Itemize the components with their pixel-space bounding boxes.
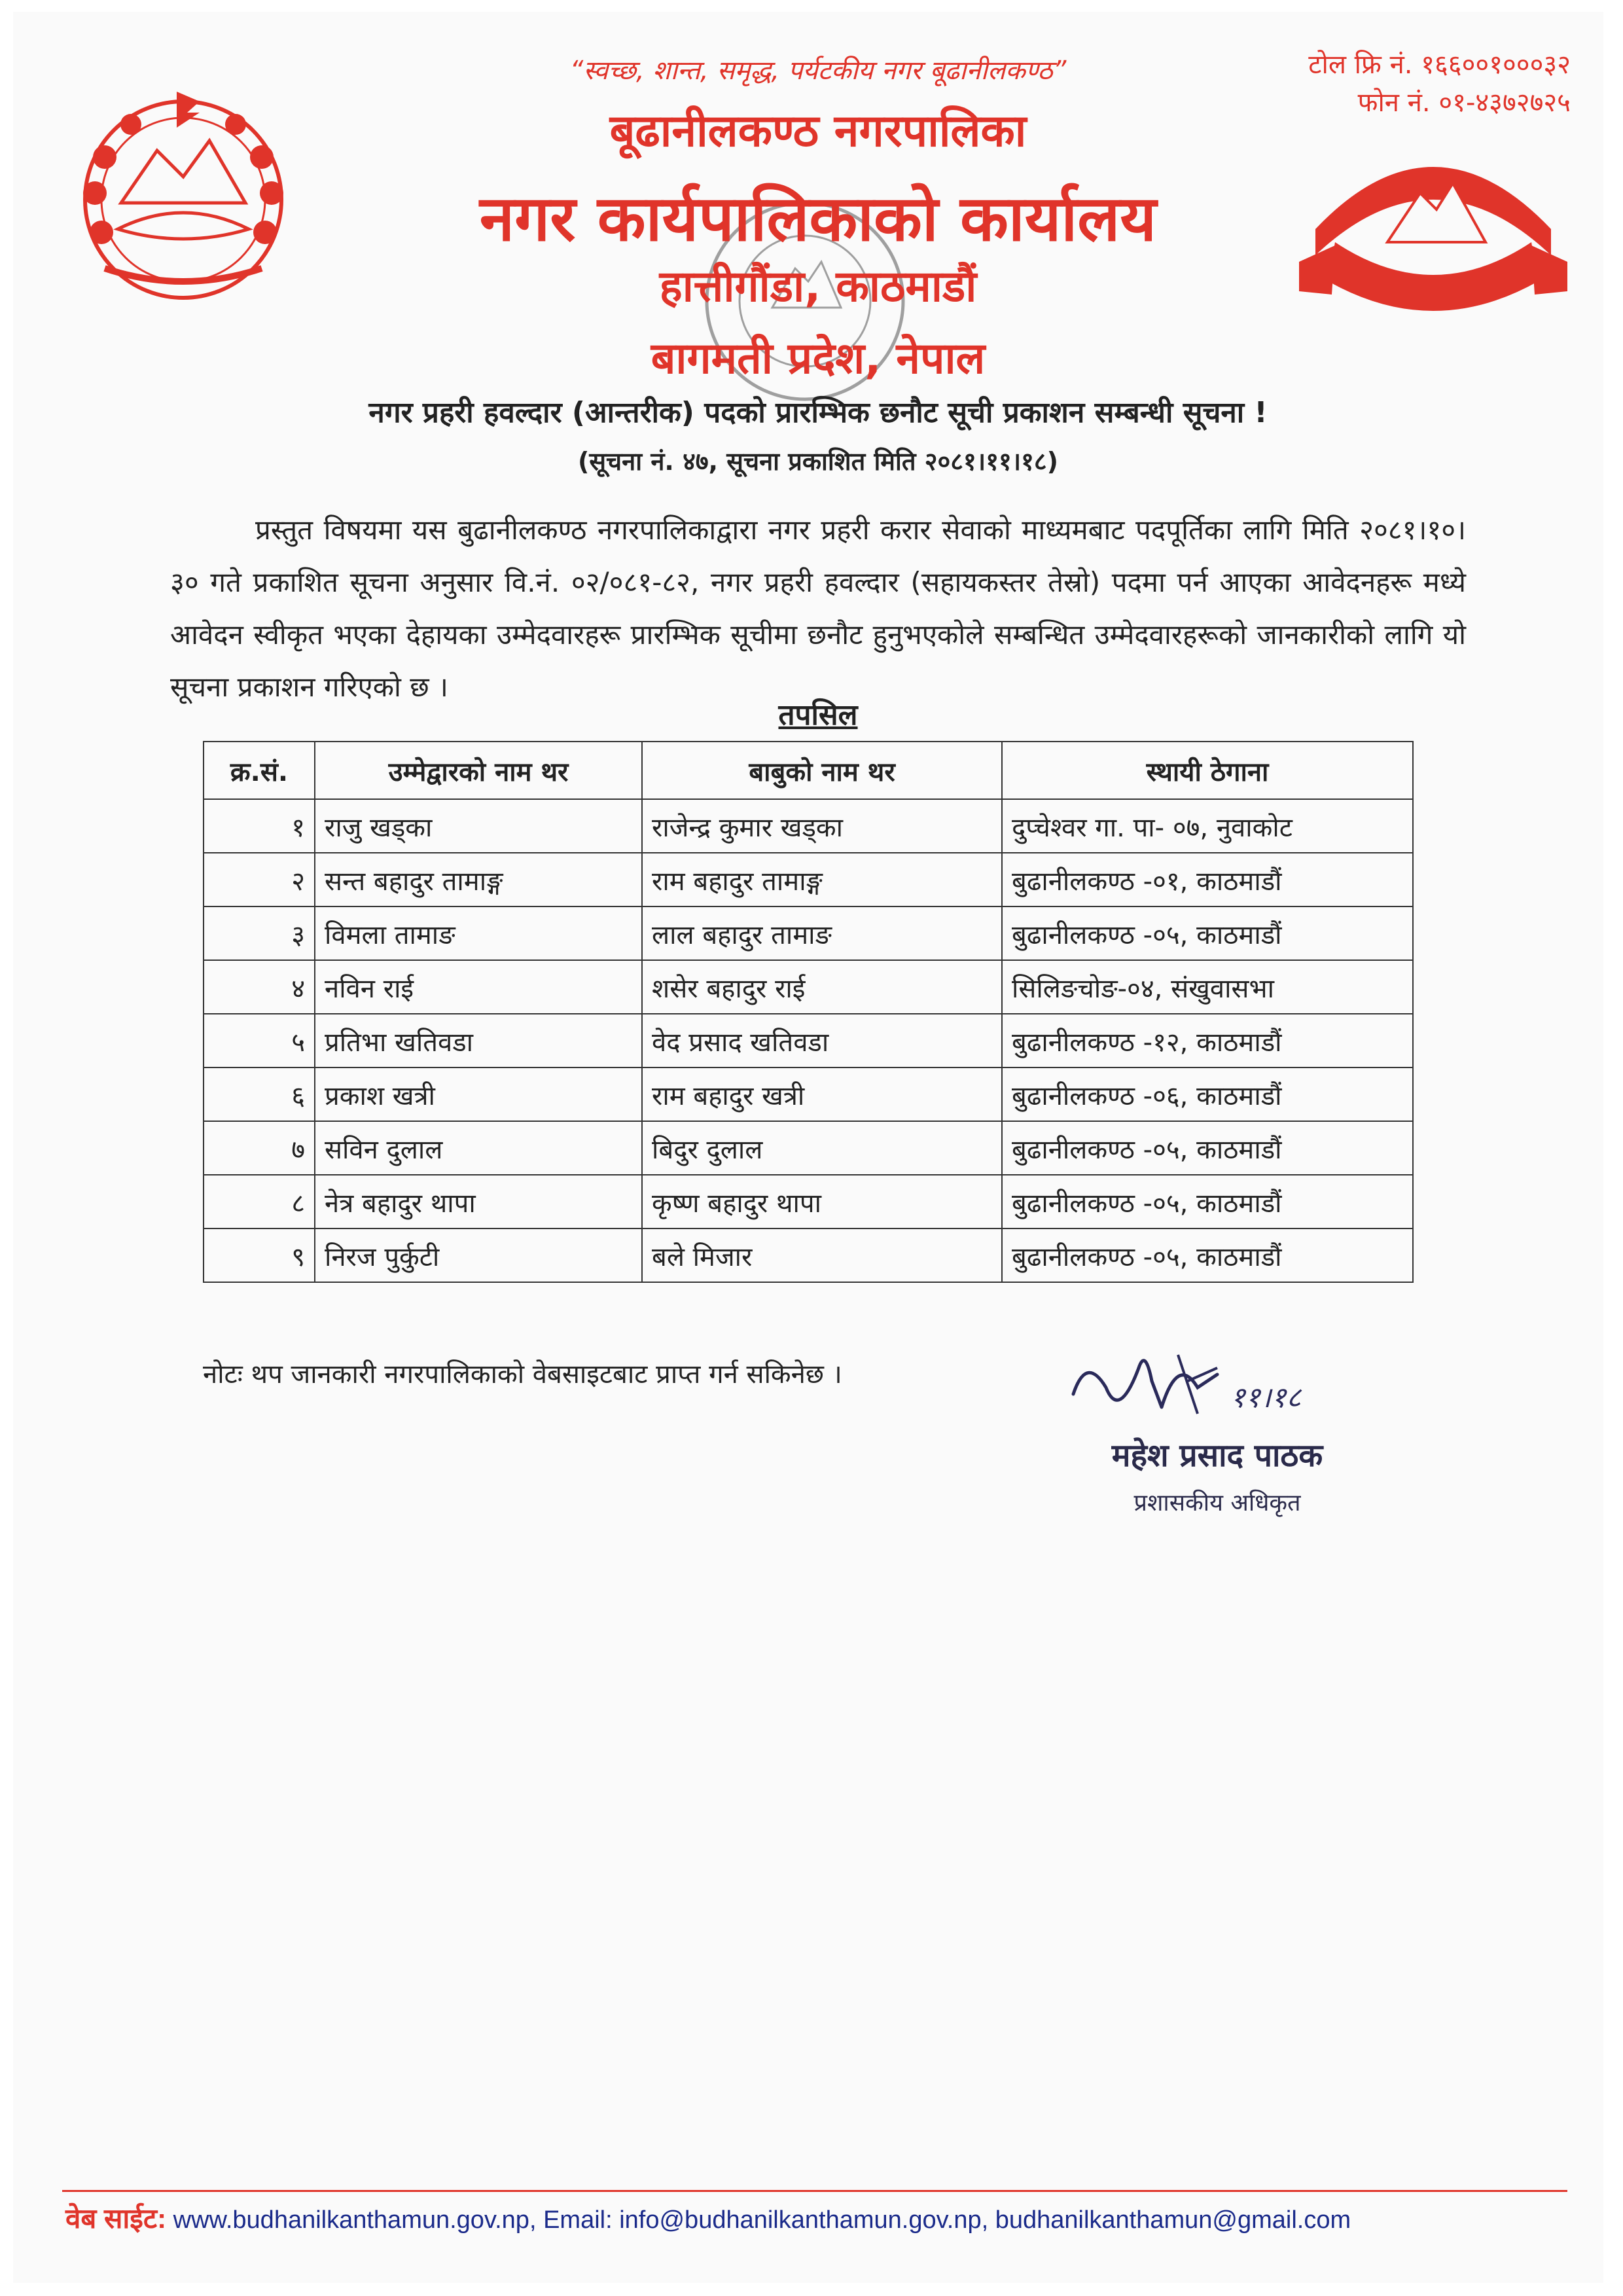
address-cell: बुढानीलकण्ठ -०५, काठमाडौं xyxy=(1002,1175,1413,1229)
father-name-cell: लाल बहादुर तामाङ xyxy=(642,906,1002,960)
slogan: “स्वच्छ, शान्त, समृद्ध, पर्यटकीय नगर बूढानीलकण्ठ” xyxy=(569,56,1067,86)
address-cell: बुढानीलकण्ठ -०५, काठमाडौं xyxy=(1002,1229,1413,1282)
table-row xyxy=(204,1067,1413,1121)
province-country: बागमती प्रदेश, नेपाल xyxy=(651,333,986,384)
serial-cell: ८ xyxy=(204,1175,315,1229)
candidate-table xyxy=(203,741,1414,1283)
footer xyxy=(65,2199,1590,2236)
address-cell: दुप्चेश्वर गा. पा- ०७, नुवाकोट xyxy=(1002,799,1413,853)
address-cell: बुढानीलकण्ठ -०६, काठमाडौं xyxy=(1002,1067,1413,1121)
candidate-name-cell: सन्त बहादुर तामाङ्ग xyxy=(315,853,642,906)
municipality-name: बूढानीलकण्ठ नगरपालिका xyxy=(609,105,1027,157)
footnote: नोटः थप जानकारी नगरपालिकाको वेबसाइटबाट प्राप्त गर्न सकिनेछ । xyxy=(203,1359,842,1390)
contact-numbers xyxy=(1230,46,1571,122)
father-name-cell: राजेन्द्र कुमार खड्का xyxy=(642,799,1002,853)
candidate-name-cell: राजु खड्का xyxy=(315,799,642,853)
serial-cell: ३ xyxy=(204,906,315,960)
father-name-cell: वेद प्रसाद खतिवडा xyxy=(642,1014,1002,1067)
serial-cell: १ xyxy=(204,799,315,853)
toll-free-number: टोल फ्रि नं. १६६००१०००३२ xyxy=(1308,50,1571,80)
email-link[interactable]: info@budhanilkanthamun.gov.np, budhanilkanthamun@gmail.com xyxy=(619,2206,1351,2234)
table-header-row xyxy=(204,742,1413,799)
serial-cell: २ xyxy=(204,853,315,906)
address-cell: बुढानीलकण्ठ -०५, काठमाडौं xyxy=(1002,1121,1413,1175)
email-label: Email: xyxy=(543,2206,620,2234)
candidate-name-cell: निरज पुर्कुटी xyxy=(315,1229,642,1282)
address-cell: बुढानीलकण्ठ -०१, काठमाडौं xyxy=(1002,853,1413,906)
serial-cell: ४ xyxy=(204,960,315,1014)
table-row xyxy=(204,906,1413,960)
footer-divider xyxy=(62,2190,1567,2192)
office-location: हात्तीगौंडा, काठमाडौं xyxy=(659,261,977,312)
column-header-address: स्थायी ठेगाना xyxy=(1002,742,1413,799)
signature-date: ११।१८ xyxy=(1230,1381,1302,1414)
candidate-name-cell: प्रतिभा खतिवडा xyxy=(315,1014,642,1067)
list-heading: तपसिल xyxy=(778,698,858,732)
serial-cell: ७ xyxy=(204,1121,315,1175)
website-label: वेब साईट: xyxy=(65,2203,167,2234)
phone-number: फोन नं. ०१-४३७२७२५ xyxy=(1357,88,1571,118)
notice-title: नगर प्रहरी हवल्दार (आन्तरीक) पदको प्रारम्भिक छनौट सूची प्रकाशन सम्बन्धी सूचना ! xyxy=(368,396,1268,429)
candidate-name-cell: प्रकाश खत्री xyxy=(315,1067,642,1121)
father-name-cell: शसेर बहादुर राई xyxy=(642,960,1002,1014)
candidate-name-cell: नविन राई xyxy=(315,960,642,1014)
notice-subtitle: (सूचना नं. ४७, सूचना प्रकाशित मिति २०८१।११।१८) xyxy=(577,447,1059,476)
serial-cell: ६ xyxy=(204,1067,315,1121)
table-row xyxy=(204,960,1413,1014)
father-name-cell: कृष्ण बहादुर थापा xyxy=(642,1175,1002,1229)
address-cell: सिलिङचोङ-०४, संखुवासभा xyxy=(1002,960,1413,1014)
serial-cell: ९ xyxy=(204,1229,315,1282)
father-name-cell: बिदुर दुलाल xyxy=(642,1121,1002,1175)
candidate-name-cell: विमला तामाङ xyxy=(315,906,642,960)
column-header-father-name: बाबुको नाम थर xyxy=(642,742,1002,799)
column-header-candidate-name: उम्मेद्वारको नाम थर xyxy=(315,742,642,799)
father-name-cell: बले मिजार xyxy=(642,1229,1002,1282)
table-row xyxy=(204,1175,1413,1229)
office-name: नगर कार्यपालिकाको कार्यालय xyxy=(479,182,1157,255)
column-header-serial: क्र.सं. xyxy=(204,742,315,799)
table-row xyxy=(204,853,1413,906)
table-row xyxy=(204,1229,1413,1282)
handwritten-signature-icon xyxy=(1047,1329,1374,1446)
website-link[interactable]: www.budhanilkanthamun.gov.np, xyxy=(173,2206,537,2234)
candidate-name-cell: नेत्र बहादुर थापा xyxy=(315,1175,642,1229)
address-cell: बुढानीलकण्ठ -०५, काठमाडौं xyxy=(1002,906,1413,960)
address-cell: बुढानीलकण्ठ -१२, काठमाडौं xyxy=(1002,1014,1413,1067)
table-row xyxy=(204,1014,1413,1067)
serial-cell: ५ xyxy=(204,1014,315,1067)
father-name-cell: राम बहादुर खत्री xyxy=(642,1067,1002,1121)
candidate-name-cell: सविन दुलाल xyxy=(315,1121,642,1175)
signatory-designation: प्रशासकीय अधिकृत xyxy=(1133,1490,1301,1516)
father-name-cell: राम बहादुर तामाङ्ग xyxy=(642,853,1002,906)
table-row xyxy=(204,799,1413,853)
signatory-name: महेश प्रसाद पाठक xyxy=(1111,1437,1323,1474)
notice-body: प्रस्तुत विषयमा यस बुढानीलकण्ठ नगरपालिकाद्वारा नगर प्रहरी करार सेवाको माध्यमबाट पदपूर्तिका लागि मिति २०८१।१०।३० गते प्रकाशित सूचना अनुसार वि.नं. ०२/०८१-८२, नगर प्रहरी हवल्दार (सहायकस्तर तेस्रो) पदमा पर्न आएका आवेदनहरू मध्ये आवेदन स्वीकृत भएका देहायका उम्मेदवारहरू प्रारम्भिक सूचीमा छनौट हुनुभएकोले सम्बन्धित उम्मेदवारहरूको जानकारीको लागि यो सूचना प्रकाशन गरिएको छ । xyxy=(170,514,1466,703)
nepal-emblem-icon xyxy=(59,79,308,314)
table-row xyxy=(204,1121,1413,1175)
